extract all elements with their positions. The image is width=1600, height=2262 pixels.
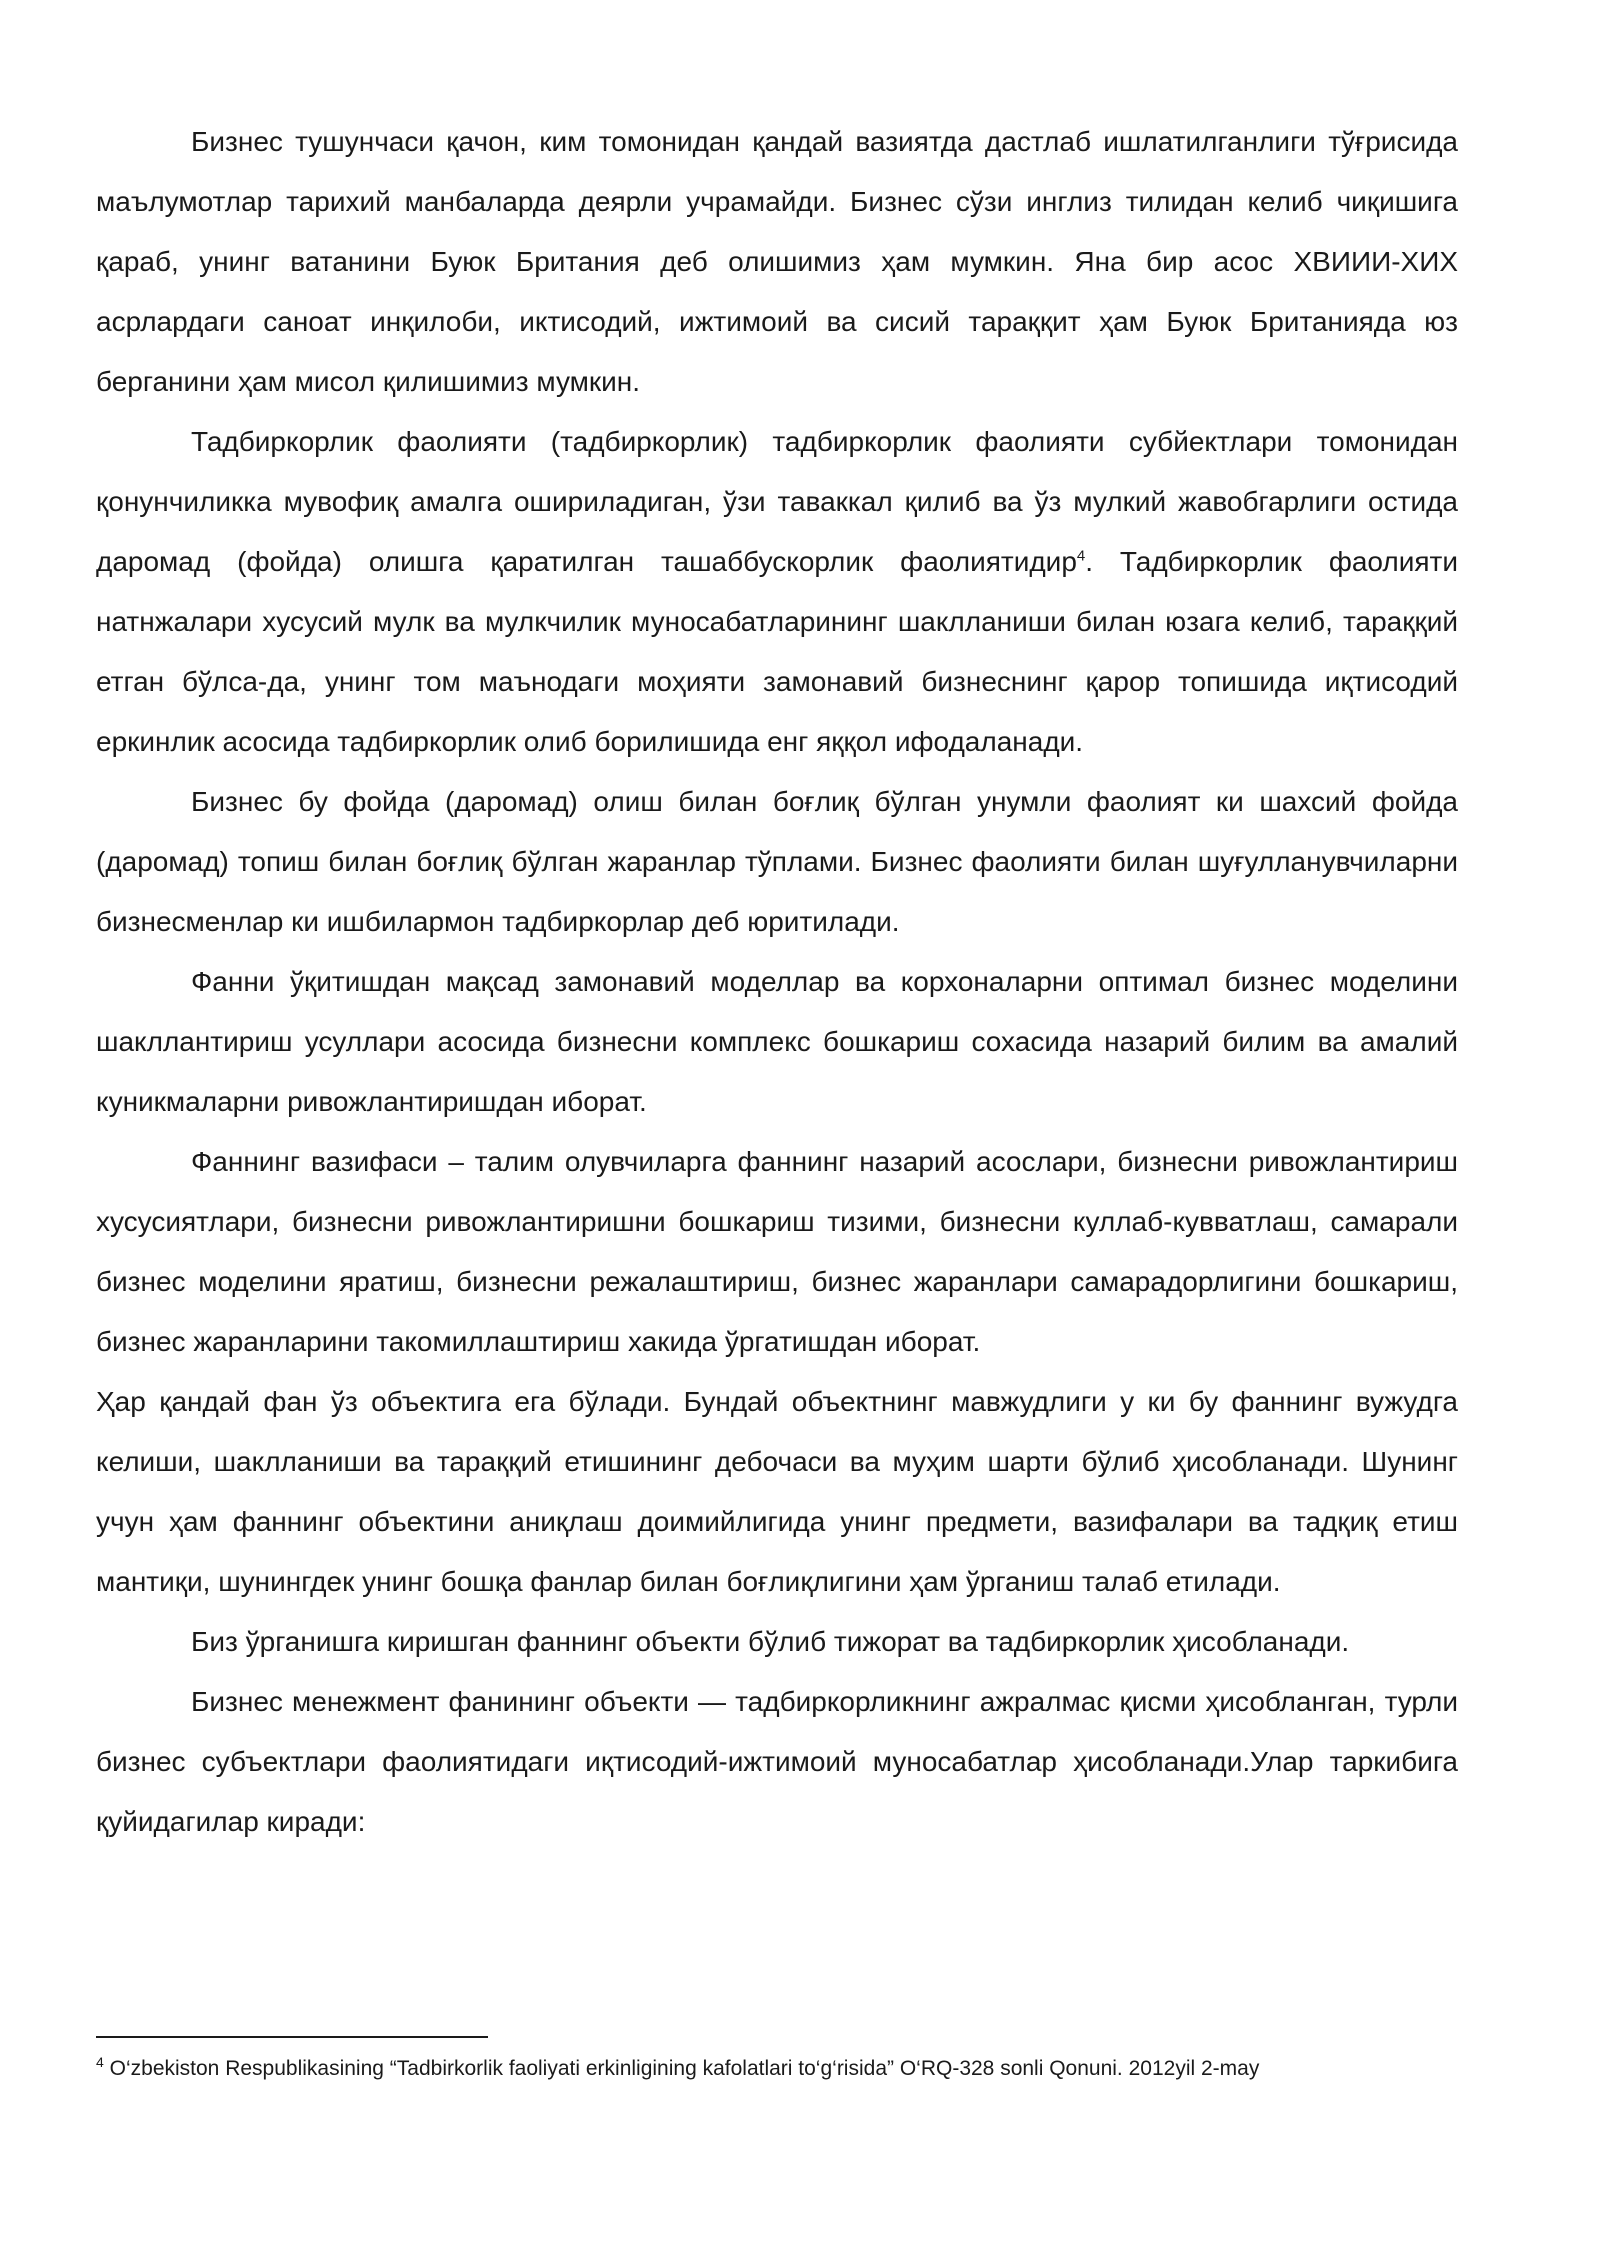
footnote xyxy=(96,2052,1458,2086)
paragraph-science-object: Ҳар қандай фан ўз объектига ега бўлади. Бундай объектнинг мавжудлиги у ки бу фаннинг вужудга келиши, шаклланиши ва тараққий етишининг дебочаси ва муҳим шарти бўлиб ҳисобланади. Шунинг учун ҳам фаннинг объектини аниқлаш доимийлигида унинг предмети, вазифалари ва тадқиқ етиш мантиқи, шунингдек унинг бошқа фанлар билан боғлиқлигини ҳам ўрганиш талаб етилади. xyxy=(96,1386,1458,1597)
footnote-number: 4 xyxy=(96,2054,104,2070)
paragraph-business-origin: Бизнес тушунчаси қачон, ким томонидан қандай вазиятда дастлаб ишлатилганлиги тўғрисида маълумотлар тарихий манбаларда деярли учрамайди. Бизнес сўзи инглиз тилидан келиб чиқишига қараб, унинг ватанини Буюк Британия деб олишимиз ҳам мумкин. Яна бир асос ХВИИИ-ХИХ асрлардаги саноат инқилоби, иктисодий, ижтимоий ва сисий тараққит ҳам Буюк Британияда юз берганини ҳам мисол қилишимиз мумкин. xyxy=(96,126,1458,397)
paragraph-text-before-ref: Тадбиркорлик фаолияти (тадбиркорлик) тадбиркорлик фаолияти субйектлари томонидан қонунчиликка мувофиқ амалга ошириладиган, ўзи таваккал қилиб ва ўз мулкий жавобгарлиги остида даромад (фойда) олишга қаратилган ташаббускорлик фаолиятидир xyxy=(96,426,1458,577)
document-body xyxy=(96,112,1458,1852)
paragraph-course-object: Биз ўрганишга киришган фаннинг объекти бўлиб тижорат ва тадбиркорлик ҳисобланади. xyxy=(191,1626,1350,1657)
footnote-text: O‘zbekiston Respublikasining “Tadbirkorlik faoliyati erkinligining kafolatlari to‘g‘risida” O‘RQ-328 sonli Qonuni. 2012yil 2-may xyxy=(109,2057,1260,2080)
paragraph-course-goal: Фанни ўқитишдан мақсад замонавий моделлар ва корхоналарни оптимал бизнес моделини шакллантириш усуллари асосида бизнесни комплекс бошкариш сохасида назарий билим ва амалий куникмаларни ривожлантиришдан иборат. xyxy=(96,966,1458,1117)
paragraph-business-activity: Бизнес бу фойда (даромад) олиш билан боғлиқ бўлган унумли фаолият ки шахсий фойда (даромад) топиш билан боғлиқ бўлган жаранлар тўплами. Бизнес фаолияти билан шуғулланувчиларни бизнесменлар ки ишбилармон тадбиркорлар деб юритилади. xyxy=(96,786,1458,937)
paragraph-management-object: Бизнес менежмент фанининг объекти — тадбиркорликнинг ажралмас қисми ҳисобланган, турли бизнес субъектлари фаолиятидаги иқтисодий-ижтимоий муносабатлар ҳисобланади.Улар таркибига қуйидагилар киради: xyxy=(96,1686,1458,1837)
footnote-reference[interactable]: 4 xyxy=(1076,547,1086,565)
footnote-separator xyxy=(96,2036,488,2038)
paragraph-entrepreneurship-definition xyxy=(96,412,1458,772)
paragraph-text-after-ref: . Тадбиркорлик фаолияти натнжалари хусусий мулк ва мулкчилик муносабатларининг шаклланиши билан юзага келиб, тараққий етган бўлса-да, унинг том маънодаги моҳияти замонавий бизнеснинг қарор топишида иқтисодий еркинлик асосида тадбиркорлик олиб борилишида енг яққол ифодаланади. xyxy=(96,546,1458,757)
paragraph-course-tasks: Фаннинг вазифаси – талим олувчиларга фаннинг назарий асослари, бизнесни ривожлантириш хусусиятлари, бизнесни ривожлантиришни бошкариш тизими, бизнесни куллаб-кувватлаш, самарали бизнес моделини яратиш, бизнесни режалаштириш, бизнес жаранлари самарадорлигини бошкариш, бизнес жаранларини такомиллаштириш хакида ўргатишдан иборат. xyxy=(96,1146,1458,1357)
